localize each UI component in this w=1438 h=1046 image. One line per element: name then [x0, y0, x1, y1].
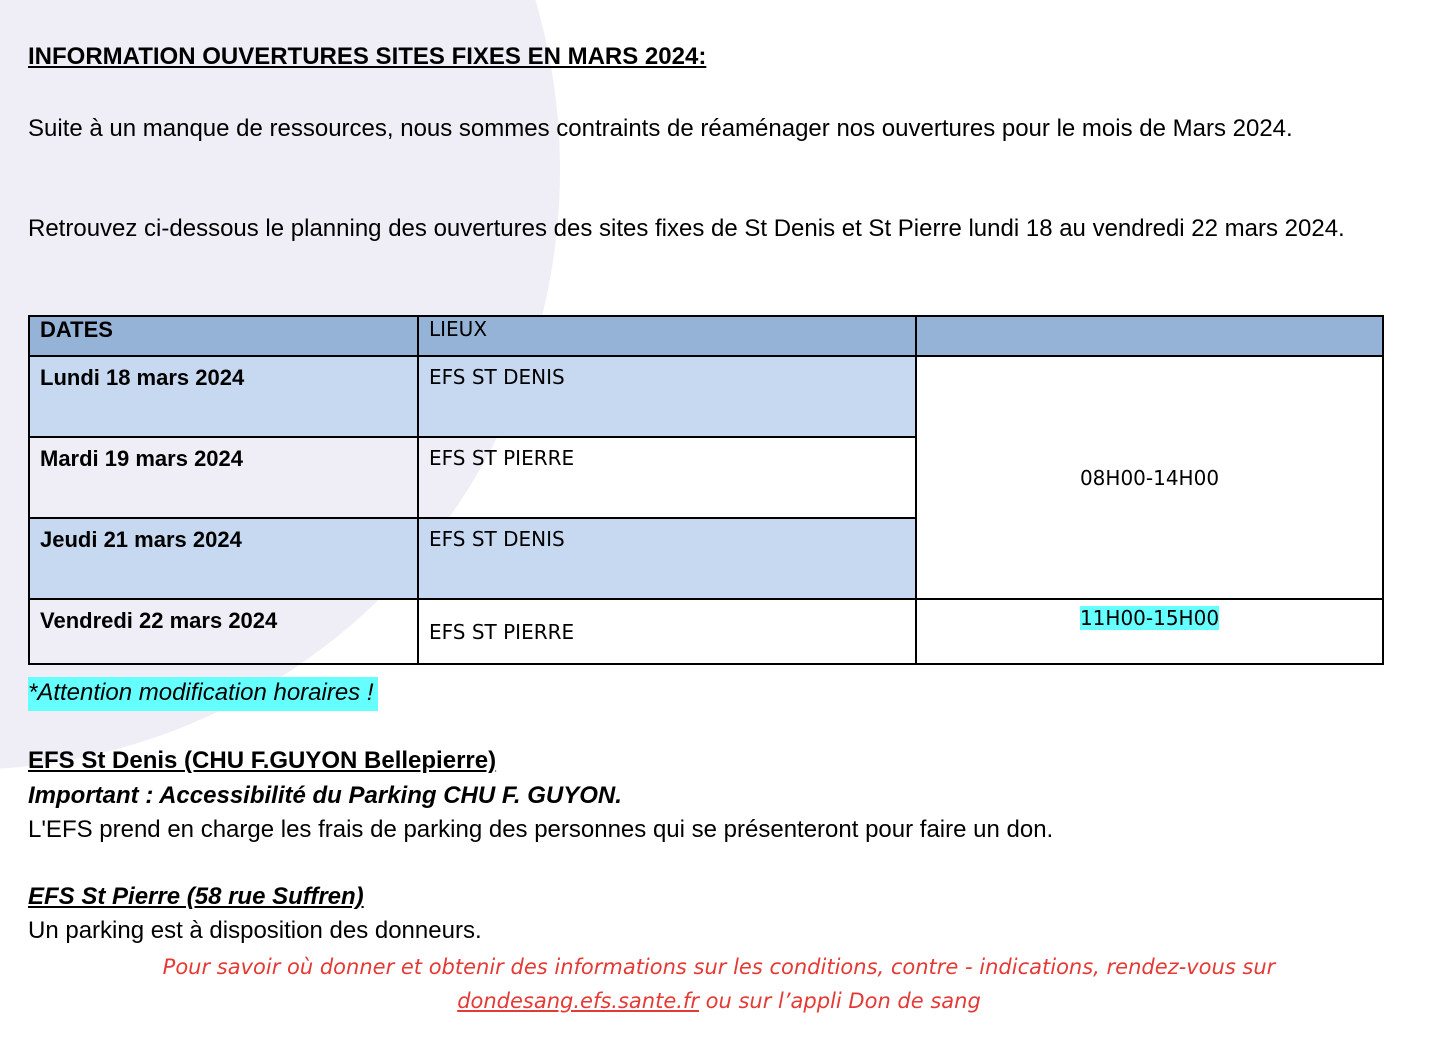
- st-pierre-text: Un parking est à disposition des donneurs.: [28, 917, 482, 944]
- date-cell: Vendredi 22 mars 2024: [29, 599, 418, 664]
- highlighted-hours: 11H00-15H00: [1079, 606, 1220, 630]
- schedule-table: [28, 315, 1384, 665]
- st-denis-important: Important : Accessibilité du Parking CHU F. GUYON.: [28, 782, 622, 809]
- hours-cell-friday: [916, 599, 1383, 664]
- date-cell: Jeudi 21 mars 2024: [29, 518, 418, 599]
- st-pierre-heading: EFS St Pierre (58 rue Suffren): [28, 883, 364, 910]
- attention-note: *Attention modification horaires !: [28, 677, 378, 711]
- header-dates: DATES: [29, 316, 418, 356]
- lieu-cell: EFS ST PIERRE: [418, 437, 916, 518]
- st-denis-heading: EFS St Denis (CHU F.GUYON Bellepierre): [28, 747, 497, 774]
- footer-app-text: ou sur l’appli Don de sang: [698, 989, 981, 1013]
- st-denis-text: L'EFS prend en charge les frais de parking des personnes qui se présenteront pour faire un don.: [28, 816, 1054, 843]
- date-cell: Mardi 19 mars 2024: [29, 437, 418, 518]
- header-hours: [916, 316, 1383, 356]
- table-row: [29, 356, 1383, 437]
- hours-cell: 08H00-14H00: [916, 356, 1383, 599]
- lieu-cell: EFS ST PIERRE: [418, 599, 916, 664]
- planning-paragraph: Retrouvez ci-dessous le planning des ouvertures des sites fixes de St Denis et St Pierre lundi 18 au vendredi 22 mars 2024.: [28, 215, 1345, 242]
- date-cell: Lundi 18 mars 2024: [29, 356, 418, 437]
- footer-line-2: [0, 989, 1438, 1013]
- footer-line: Pour savoir où donner et obtenir des informations sur les conditions, contre - indications, rendez-vous sur: [162, 955, 1276, 979]
- header-lieux: LIEUX: [418, 316, 916, 356]
- page-title: INFORMATION OUVERTURES SITES FIXES EN MARS 2024:: [28, 43, 707, 70]
- intro-paragraph: Suite à un manque de ressources, nous sommes contraints de réaménager nos ouvertures pour le mois de Mars 2024.: [28, 115, 1293, 142]
- lieu-cell: EFS ST DENIS: [418, 356, 916, 437]
- table-row: [29, 599, 1383, 664]
- lieu-cell: EFS ST DENIS: [418, 518, 916, 599]
- efs-website-link[interactable]: dondesang.efs.sante.fr: [457, 989, 699, 1013]
- table-header-row: [29, 316, 1383, 356]
